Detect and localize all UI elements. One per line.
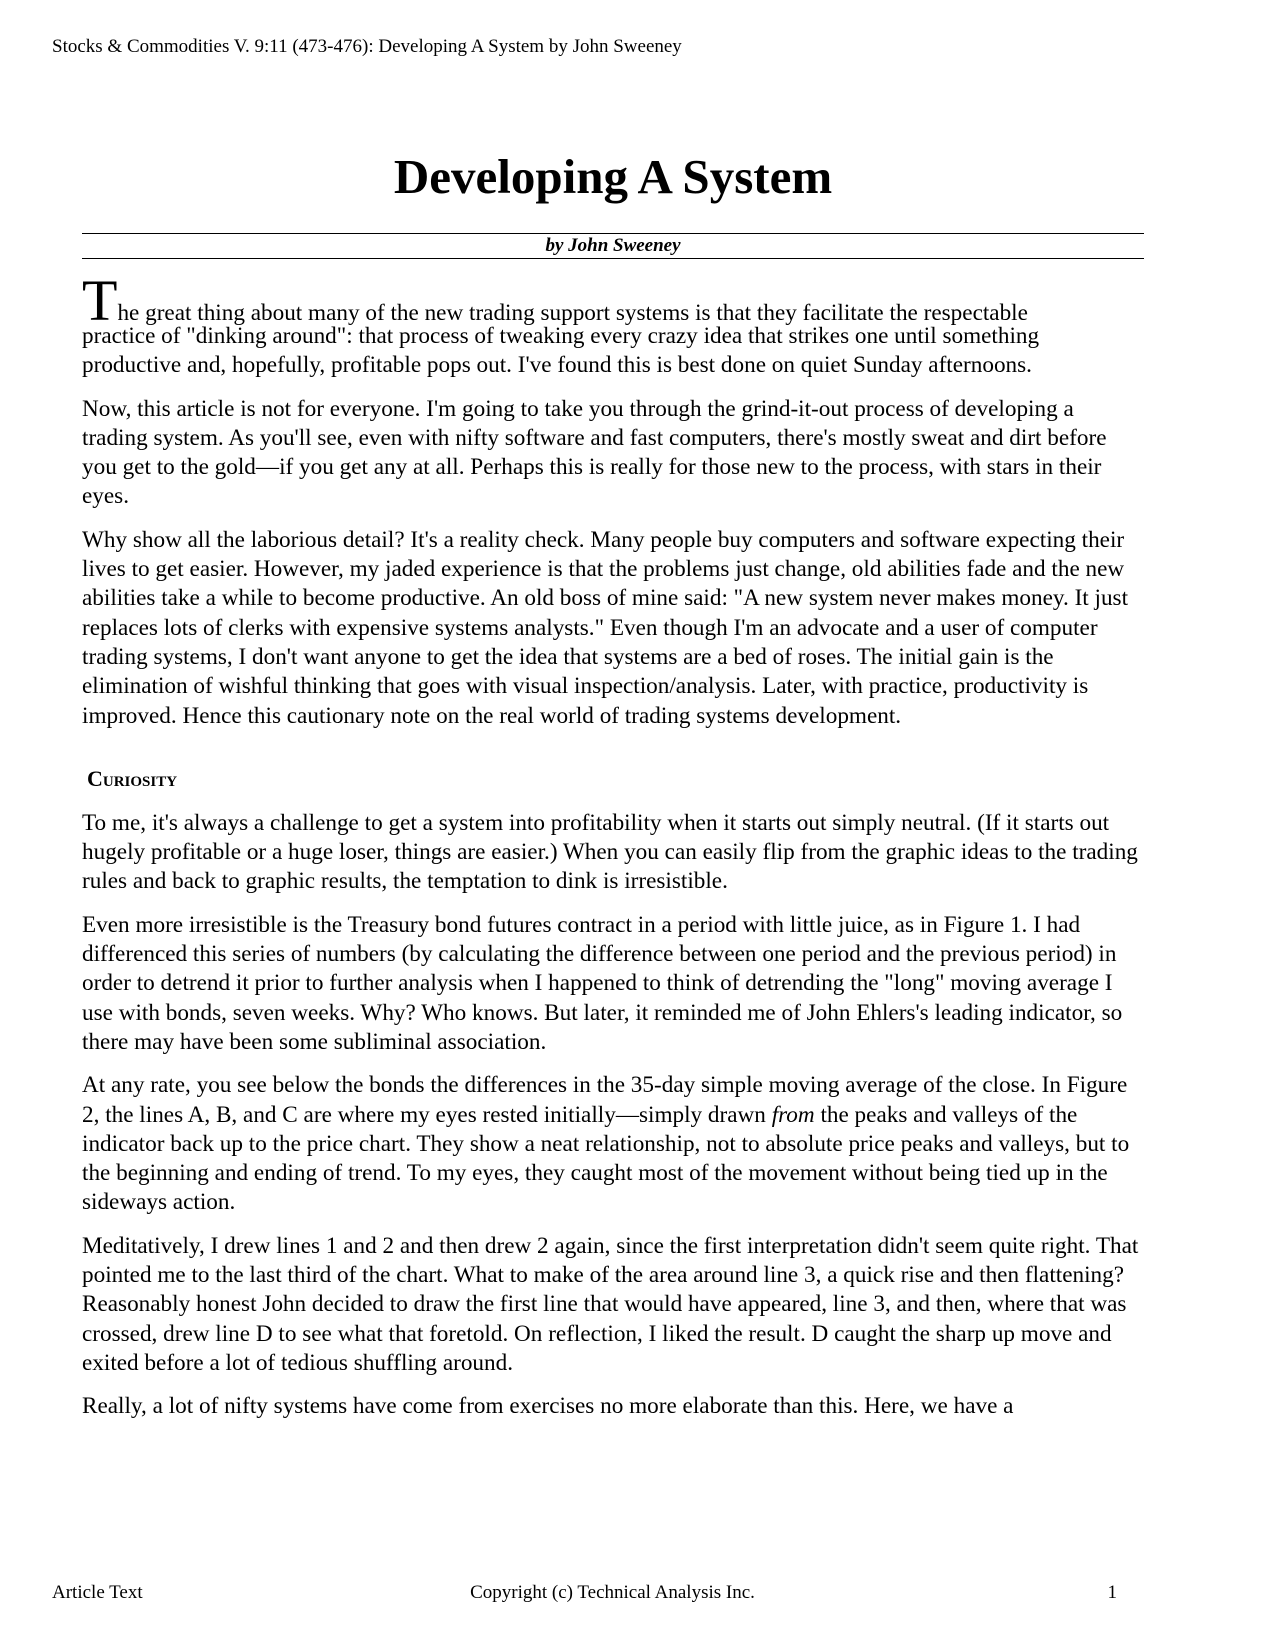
paragraph-6-part-b: the peaks and valleys of the indicator back up to the price chart. They show a neat relationship, not to absolute price peaks and valleys, but to the beginning and ending of trend. To my eyes, they caught most of the movement without being tied up in the sideways action. xyxy=(82,1101,1130,1216)
paragraph-4: To me, it's always a challenge to get a system into profitability when it starts out simply neutral. (If it starts out hugely profitable or a huge loser, things are easier.) When you can easily flip from the graphic ideas to the trading rules and back to graphic results, the temptation to dink is irresistible. xyxy=(82,809,1138,895)
byline: by John Sweeney xyxy=(82,233,1144,259)
first-line xyxy=(82,268,1142,333)
paragraph-6-part-a: At any rate, you see below the bonds the differences in the 35-day simple moving average of the close. In Figure 2, the lines A, B, and C are where my eyes rested initially—simply drawn xyxy=(82,1072,1128,1128)
section-heading: Curiosity xyxy=(87,765,178,791)
paragraph-5: Even more irresistible is the Treasury bond futures contract in a period with little juice, as in Figure 1. I had differenced this series of numbers (by calculating the difference between one period and the previous period) in order to detrend it prior to further analysis when I happened to think of detrending the "long" moving average I use with bonds, seven weeks. Why? Who knows. But later, it reminded me of John Ehlers's leading indicator, so there may have been some subliminal association. xyxy=(82,911,1123,1055)
drop-cap: T xyxy=(82,268,118,333)
paragraph-6 xyxy=(82,1071,1142,1217)
paragraph-1 xyxy=(82,268,1142,381)
paragraph-6-emphasis: from xyxy=(771,1101,815,1128)
first-line-text: he great thing about many of the new trading support systems is that they facilitate the respectable xyxy=(117,300,1028,326)
page-number: 1 xyxy=(1107,1582,1117,1603)
article-body xyxy=(82,268,1142,1436)
paragraph-3: Why show all the laborious detail? It's a reality check. Many people buy computers and software expecting their lives to get easier. However, my jaded experience is that the problems just change, old abilities fade and the new abilities take a while to become productive. An old boss of mine said: "A new system never makes money. It just replaces lots of clerks with expensive systems analysts." Even though I'm an advocate and a user of computer trading systems, I don't want anyone to get the idea that systems are a bed of roses. The initial gain is the elimination of wishful thinking that goes with visual inspection/analysis. Later, with practice, productivity is improved. Hence this cautionary note on the real world of trading systems development. xyxy=(82,526,1129,729)
paragraph-2: Now, this article is not for everyone. I'm going to take you through the grind-it-out process of developing a trading system. As you'll see, even with nifty software and fast computers, there's mostly sweat and dirt before you get to the gold—if you get any at all. Perhaps this is really for those new to the process, with stars in their eyes. xyxy=(82,395,1107,510)
footer-label: Article Text xyxy=(52,1582,143,1603)
paragraph-1-rest: practice of "dinking around": that process of tweaking every crazy idea that strikes one until something productive and, hopefully, profitable pops out. I've found this is best done on quiet Sunday afternoons. xyxy=(82,323,1040,379)
article-title: Developing A System xyxy=(393,149,833,204)
running-header: Stocks & Commodities V. 9:11 (473-476): Developing A System by John Sweeney xyxy=(52,36,682,57)
paragraph-8: Really, a lot of nifty systems have come from exercises no more elaborate than this. Here, we have a xyxy=(82,1393,1014,1420)
footer-copyright: Copyright (c) Technical Analysis Inc. xyxy=(470,1582,755,1603)
paragraph-7: Meditatively, I drew lines 1 and 2 and then drew 2 again, since the first interpretation didn't seem quite right. That pointed me to the last third of the chart. What to make of the area around line 3, a quick rise and then flattening? Reasonably honest John decided to draw the first line that would have appeared, line 3, and then, where that was crossed, drew line D to see what that foretold. On reflection, I liked the result. D caught the sharp up move and exited before a lot of tedious shuffling around. xyxy=(82,1232,1139,1376)
